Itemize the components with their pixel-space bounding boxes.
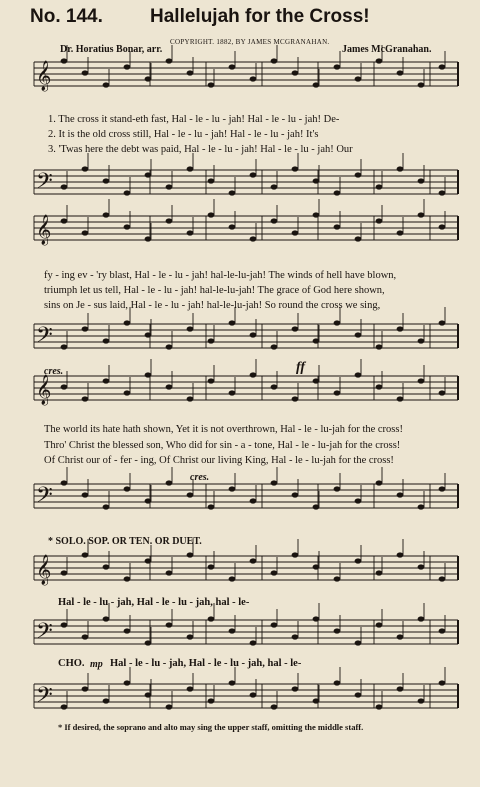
notehead (439, 64, 446, 69)
notehead (313, 698, 320, 703)
clef-icon: 𝄢 (36, 619, 53, 649)
notehead (145, 172, 152, 177)
hymn-number: No. 144. (30, 6, 103, 27)
clef-icon: 𝄢 (36, 169, 53, 199)
notehead (187, 552, 194, 557)
dynamic-ff: ff (296, 360, 306, 375)
notehead (229, 576, 236, 581)
notehead (397, 326, 404, 331)
clef-icon: 𝄞 (36, 555, 52, 585)
notehead (145, 558, 152, 563)
notehead (187, 326, 194, 331)
notehead (250, 332, 257, 337)
notehead (334, 390, 341, 395)
verse-1-line-3: The world its hate hath shown, Yet it is not overthrown, Hal - le - lu-jah for the cross! (44, 424, 403, 435)
notehead (292, 326, 299, 331)
notehead (103, 212, 110, 217)
notehead (103, 178, 110, 183)
notehead (418, 698, 425, 703)
clef-icon: 𝄢 (36, 483, 53, 513)
notehead (313, 338, 320, 343)
notehead (229, 390, 236, 395)
notehead (439, 680, 446, 685)
notehead (145, 498, 152, 503)
notehead (292, 552, 299, 557)
notehead (292, 166, 299, 171)
notehead (292, 70, 299, 75)
notehead (61, 622, 68, 627)
notehead (439, 320, 446, 325)
notehead (145, 372, 152, 377)
solo-note: * SOLO. SOP. OR TEN. OR DUET. (48, 536, 202, 547)
notehead (355, 172, 362, 177)
verse-3-line-1: 3. 'Twas here the debt was paid, Hal - le - lu - jah! Hal - le - lu - jah! Our (48, 144, 353, 155)
notehead (334, 576, 341, 581)
notehead (397, 552, 404, 557)
notehead (271, 58, 278, 63)
notehead (208, 616, 215, 621)
notehead (418, 504, 425, 509)
notehead (166, 384, 173, 389)
notehead (208, 378, 215, 383)
notehead (124, 680, 131, 685)
notehead (397, 686, 404, 691)
notehead (334, 628, 341, 633)
notehead (124, 390, 131, 395)
notehead (82, 326, 89, 331)
clef-icon: 𝄞 (36, 375, 52, 405)
verse-2-line-2: triumph let us tell, Hal - le - lu - jah! hal-le-lu-jah! The grace of God here shown, (44, 285, 385, 296)
notehead (292, 396, 299, 401)
notehead (229, 190, 236, 195)
notehead (82, 686, 89, 691)
notehead (124, 64, 131, 69)
notehead (103, 82, 110, 87)
notehead (61, 218, 68, 223)
notehead (397, 634, 404, 639)
notehead (61, 384, 68, 389)
solo-lyric: Hal - le - lu - jah, Hal - le - lu - jah, hal - le- (58, 597, 250, 608)
notehead (208, 82, 215, 87)
chorus-dynamic: mp (90, 659, 103, 670)
chorus-lyric: Hal - le - lu - jah, Hal - le - lu - jah, hal - le- (110, 658, 302, 669)
notehead (271, 480, 278, 485)
notehead (397, 70, 404, 75)
notehead (439, 576, 446, 581)
notehead (145, 76, 152, 81)
notehead (61, 570, 68, 575)
notehead (418, 338, 425, 343)
notehead (145, 332, 152, 337)
notehead (376, 384, 383, 389)
notehead (292, 492, 299, 497)
notehead (103, 378, 110, 383)
notehead (292, 230, 299, 235)
notehead (334, 486, 341, 491)
clef-icon: 𝄞 (36, 215, 52, 245)
notehead (355, 372, 362, 377)
notehead (292, 686, 299, 691)
notehead (166, 570, 173, 575)
notehead (124, 486, 131, 491)
notehead (250, 372, 257, 377)
notehead (208, 698, 215, 703)
notehead (82, 70, 89, 75)
notehead (208, 212, 215, 217)
notehead (376, 570, 383, 575)
verse-2-line-1: 2. It is the old cross still, Hal - le - lu - jah! Hal - le - lu - jah! It's (48, 129, 319, 140)
notehead (82, 230, 89, 235)
notehead (355, 236, 362, 241)
notehead (439, 190, 446, 195)
notehead (334, 680, 341, 685)
notehead (208, 564, 215, 569)
notehead (82, 552, 89, 557)
notehead (61, 58, 68, 63)
composer-credit: James McGranahan. (342, 44, 432, 55)
notehead (376, 622, 383, 627)
notehead (208, 178, 215, 183)
notehead (313, 616, 320, 621)
notehead (313, 378, 320, 383)
notehead (271, 344, 278, 349)
notehead (334, 224, 341, 229)
notehead (376, 344, 383, 349)
clef-icon: 𝄢 (36, 683, 53, 713)
notehead (439, 628, 446, 633)
notehead (103, 698, 110, 703)
notehead (418, 82, 425, 87)
verse-3-line-2: sins on Je - sus laid, Hal - le - lu - jah! hal-le-lu-jah! So round the cross we sing, (44, 300, 381, 311)
footnote: * If desired, the soprano and alto may sing the upper staff, omitting the middle staff. (58, 722, 364, 732)
notehead (250, 498, 257, 503)
notehead (187, 686, 194, 691)
notehead (124, 320, 131, 325)
notehead (250, 172, 257, 177)
notehead (229, 680, 236, 685)
notehead (229, 224, 236, 229)
notehead (376, 480, 383, 485)
dynamic-cres: cres. (44, 366, 64, 377)
notehead (229, 486, 236, 491)
notehead (271, 218, 278, 223)
clef-icon: 𝄞 (36, 61, 52, 91)
notehead (271, 184, 278, 189)
notehead (271, 384, 278, 389)
notehead (397, 166, 404, 171)
notehead (187, 166, 194, 171)
notehead (271, 570, 278, 575)
verse-2-line-3: Thro' Christ the blessed son, Who did for sin - a - tone, Hal - le - lu-jah for the cross! (44, 440, 401, 451)
notehead (250, 558, 257, 563)
notehead (166, 704, 173, 709)
clef-icon: 𝄢 (36, 323, 53, 353)
notehead (334, 320, 341, 325)
notehead (397, 396, 404, 401)
notehead (397, 492, 404, 497)
notehead (313, 178, 320, 183)
notehead (208, 338, 215, 343)
dynamic-cres-bass: cres. (190, 472, 210, 483)
notehead (61, 344, 68, 349)
notehead (313, 504, 320, 509)
notehead (439, 390, 446, 395)
notehead (418, 616, 425, 621)
notehead (124, 224, 131, 229)
notehead (61, 184, 68, 189)
notehead (145, 236, 152, 241)
notehead (355, 558, 362, 563)
notehead (103, 504, 110, 509)
verse-1-line-2: fy - ing ev - 'ry blast, Hal - le - lu - jah! hal-le-lu-jah! The winds of hell have blown, (44, 270, 397, 281)
notehead (355, 640, 362, 645)
notehead (334, 64, 341, 69)
notehead (145, 692, 152, 697)
notehead (334, 190, 341, 195)
notehead (355, 692, 362, 697)
chorus-label: CHO. (58, 658, 85, 669)
notehead (103, 564, 110, 569)
notehead (271, 622, 278, 627)
notehead (271, 704, 278, 709)
notehead (166, 344, 173, 349)
notehead (397, 230, 404, 235)
notehead (187, 396, 194, 401)
notehead (187, 70, 194, 75)
verse-3-line-3: Of Christ our of - fer - ing, Of Christ our living King, Hal - le - lu-jah for the cross! (44, 455, 394, 466)
verse-1-line-1: 1. The cross it stand-eth fast, Hal - le - lu - jah! Hal - le - lu - jah! De- (48, 114, 340, 125)
notehead (61, 480, 68, 485)
notehead (229, 628, 236, 633)
notehead (418, 212, 425, 217)
notehead (376, 184, 383, 189)
notehead (250, 76, 257, 81)
notehead (250, 640, 257, 645)
notehead (313, 564, 320, 569)
notehead (82, 396, 89, 401)
notehead (229, 64, 236, 69)
notehead (103, 338, 110, 343)
copyright-line: COPYRIGHT. 1882, BY JAMES MCGRANAHAN. (170, 38, 330, 46)
notehead (355, 76, 362, 81)
notehead (439, 486, 446, 491)
notehead (166, 622, 173, 627)
notehead (145, 640, 152, 645)
notehead (166, 184, 173, 189)
notehead (376, 58, 383, 63)
notehead (439, 224, 446, 229)
notehead (187, 634, 194, 639)
notehead (124, 628, 131, 633)
arranger-credit: Dr. Horatius Bonar, arr. (60, 44, 163, 55)
notehead (313, 82, 320, 87)
notehead (166, 58, 173, 63)
notehead (355, 498, 362, 503)
notehead (166, 218, 173, 223)
notehead (124, 576, 131, 581)
notehead (376, 704, 383, 709)
notehead (250, 692, 257, 697)
notehead (418, 178, 425, 183)
notehead (103, 616, 110, 621)
notehead (229, 320, 236, 325)
notehead (61, 704, 68, 709)
notehead (166, 480, 173, 485)
notehead (376, 218, 383, 223)
hymn-title: Hallelujah for the Cross! (150, 6, 370, 27)
notehead (187, 230, 194, 235)
notehead (82, 634, 89, 639)
notehead (82, 166, 89, 171)
notehead (82, 492, 89, 497)
notehead (355, 332, 362, 337)
notehead (208, 504, 215, 509)
notehead (124, 190, 131, 195)
notehead (292, 634, 299, 639)
notehead (250, 236, 257, 241)
notehead (418, 378, 425, 383)
notehead (187, 492, 194, 497)
notehead (418, 564, 425, 569)
notehead (313, 212, 320, 217)
